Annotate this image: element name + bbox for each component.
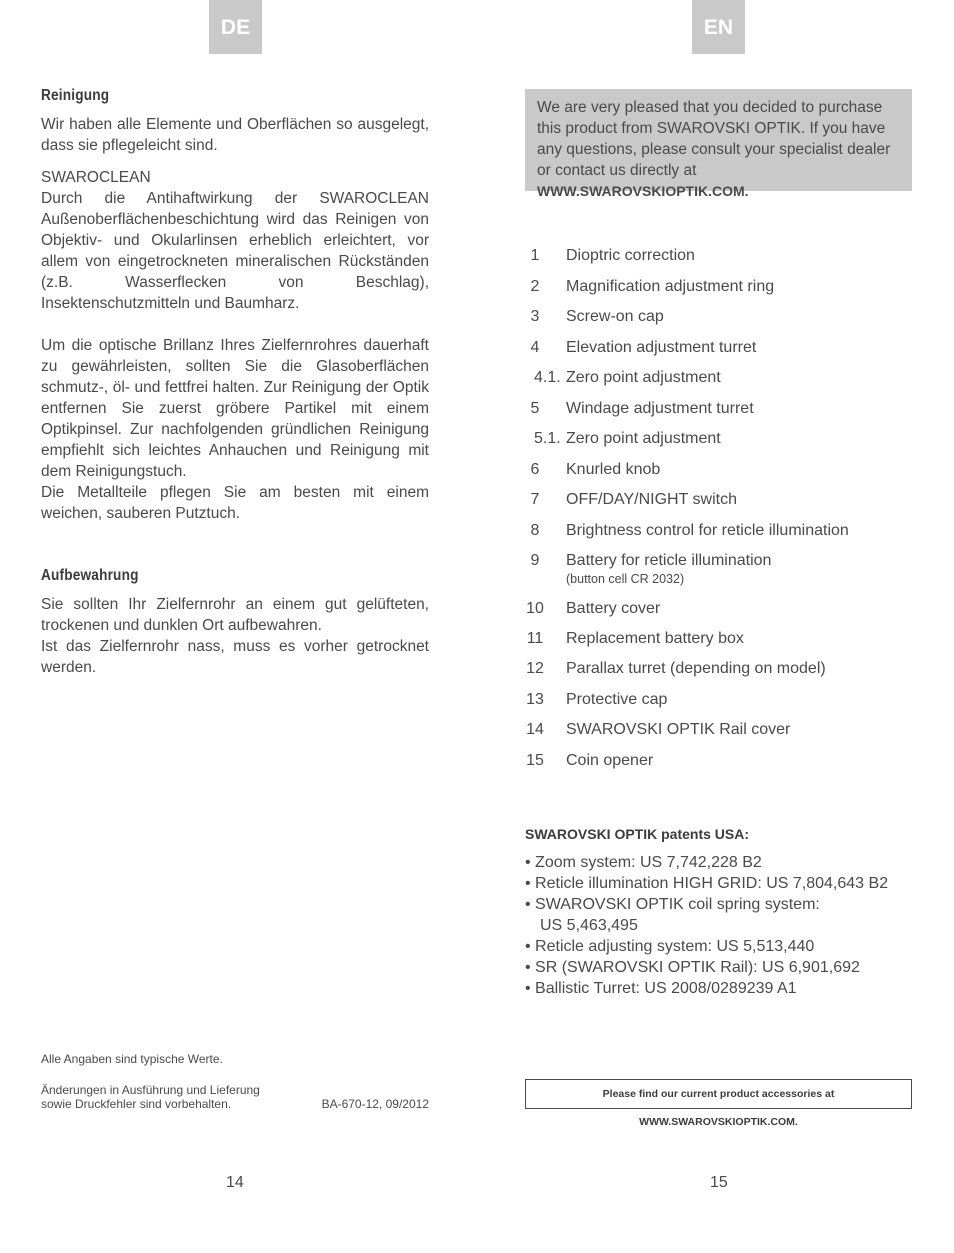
storage-text-2: Ist das Zielfernrohr nass, muss es vorher getrocknet werden.: [41, 638, 429, 676]
part-number: 9: [530, 552, 540, 569]
swaroclean-section: [41, 167, 429, 314]
intro-box: [525, 89, 912, 199]
patent-item: • SR (SWAROVSKI OPTIK Rail): US 6,901,692: [525, 959, 860, 976]
part-number: 4.1.: [534, 369, 561, 386]
part-label: Screw-on cap: [566, 308, 664, 325]
storage-text: Sie sollten Ihr Zielfernrohr an einem gut gelüfteten, trockenen und dunklen Ort aufbewahren.: [41, 596, 429, 634]
patent-item: • Zoom system: US 7,742,228 B2: [525, 854, 762, 871]
part-number: 5.1.: [534, 430, 561, 447]
part-label: Dioptric correction: [566, 247, 695, 264]
footnote-changes-line-1: Änderungen in Ausführung und Lieferung: [41, 1083, 260, 1097]
patent-item: • Reticle adjusting system: US 5,513,440: [525, 938, 815, 955]
part-number: 2: [530, 278, 540, 295]
part-label: Elevation adjustment turret: [566, 339, 757, 356]
part-label: Battery cover: [566, 600, 661, 617]
language-tab-de: DE: [209, 0, 262, 54]
part-number: 6: [530, 461, 540, 478]
document-reference: BA-670-12, 09/2012: [321, 1097, 429, 1111]
brilliance-text: Um die optische Brillanz Ihres Zielfernrohres dauerhaft zu gewährleisten, sollten Sie die Glasoberflächen schmutz-, öl- und fettfrei halten. Zur Reinigung der Optik entfernen Sie zuerst gröbere Partikel mit einem Optikpinsel. Zur nachfolgenden gründlichen Reinigung empfiehlt sich leichtes Anhauchen und Reinigung mit dem Reinigungstuch.: [41, 337, 429, 480]
patent-item: • Reticle illumination HIGH GRID: US 7,804,643 B2: [525, 875, 889, 892]
language-tab-en: EN: [692, 0, 745, 54]
patent-item: • SWAROVSKI OPTIK coil spring system:: [525, 896, 820, 913]
part-sublabel: (button cell CR 2032): [566, 572, 685, 586]
part-number: 3: [530, 308, 540, 325]
patents-heading: SWAROVSKI OPTIK patents USA:: [525, 826, 750, 842]
part-number: 12: [526, 660, 544, 677]
patents-list: [525, 852, 925, 999]
part-number: 10: [526, 600, 544, 617]
part-number: 1: [530, 247, 540, 264]
part-label: Windage adjustment turret: [566, 400, 754, 417]
part-label: Protective cap: [566, 691, 668, 708]
footnote-changes: [41, 1083, 429, 1111]
part-label: Zero point adjustment: [566, 369, 721, 386]
part-label: Knurled knob: [566, 461, 661, 478]
metal-care-text: Die Metallteile pflegen Sie am besten mit einem weichen, sauberen Putztuch.: [41, 484, 429, 522]
part-number: 7: [530, 491, 540, 508]
patent-item-continuation: [525, 915, 925, 936]
patent-item: • Ballistic Turret: US 2008/0289239 A1: [525, 980, 797, 997]
swaroclean-text: Durch die Antihaftwirkung der SWAROCLEAN Außenoberflächenbeschichtung wird das Reinigen von Objektiv- und Okularlinsen erheblich erleichtert, vor allem von eingetrockneten mineralischen Rückständen (z.B. Wasserflecken von Beschlag), Insektenschutzmitteln und Baumharz.: [41, 190, 429, 312]
part-number: 15: [526, 752, 544, 769]
storage-heading: Aufbewahrung: [41, 567, 139, 584]
footnote-changes-line-2: sowie Druckfehler sind vorbehalten.: [41, 1097, 232, 1111]
part-label: Brightness control for reticle illumination: [566, 522, 849, 539]
cleaning-intro-text: Wir haben alle Elemente und Oberflächen so ausgelegt, dass sie pflegeleicht sind.: [41, 116, 429, 154]
part-number: 8: [530, 522, 540, 539]
part-label: Replacement battery box: [566, 630, 744, 647]
part-label: Battery for reticle illumination: [566, 552, 772, 569]
footnote-typical: Alle Angaben sind typische Werte.: [41, 1052, 223, 1066]
page-number-left: 14: [226, 1174, 244, 1191]
cleaning-intro: [41, 114, 429, 156]
part-number: 4: [530, 339, 540, 356]
part-label: Zero point adjustment: [566, 430, 721, 447]
part-number: 13: [526, 691, 544, 708]
part-number: 14: [526, 721, 544, 738]
brilliance-section: [41, 335, 429, 524]
swaroclean-label: SWAROCLEAN: [41, 169, 151, 186]
accessories-note-box: Please find our current product accessories at WWW.SWAROVSKIOPTIK.COM.: [525, 1079, 912, 1109]
footnote-changes-line-2-row: [41, 1097, 429, 1111]
intro-website-link[interactable]: WWW.SWAROVSKIOPTIK.COM.: [537, 183, 749, 199]
intro-text: We are very pleased that you decided to purchase this product from SWAROVSKI OPTIK. If you have any questions, please consult your specialist dealer or contact us directly at: [537, 99, 891, 179]
part-label: Magnification adjustment ring: [566, 278, 775, 295]
storage-section: [41, 594, 429, 678]
part-number: 11: [526, 630, 544, 647]
part-label: OFF/DAY/NIGHT switch: [566, 491, 737, 508]
part-label: Parallax turret (depending on model): [566, 660, 826, 677]
part-label: SWAROVSKI OPTIK Rail cover: [566, 721, 791, 738]
cleaning-heading: Reinigung: [41, 87, 110, 104]
part-number: 5: [530, 400, 540, 417]
patent-number: US 5,463,495: [540, 917, 638, 934]
page-number-right: 15: [710, 1174, 728, 1191]
part-label: Coin opener: [566, 752, 654, 769]
